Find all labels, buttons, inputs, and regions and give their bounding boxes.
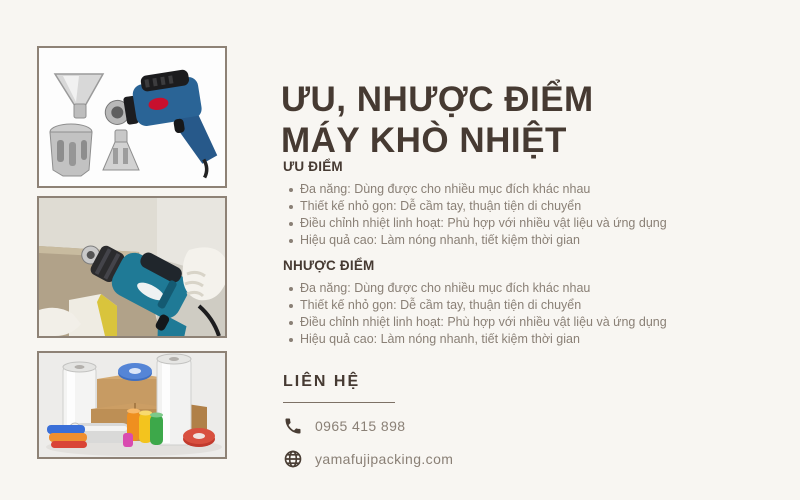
cons-list bbox=[283, 280, 773, 348]
photo-heat-gun-in-use bbox=[37, 196, 227, 338]
contact-section bbox=[283, 373, 453, 469]
section-cons bbox=[283, 258, 773, 348]
globe-icon bbox=[283, 449, 303, 469]
phone-icon bbox=[283, 416, 303, 436]
contact-website-row bbox=[283, 449, 453, 469]
cons-heading: NHƯỢC ĐIỂM bbox=[283, 258, 375, 273]
list-item: Đa năng: Dùng được cho nhiều mục đích khác nhau bbox=[283, 181, 773, 198]
contact-divider bbox=[283, 402, 395, 403]
contact-heading: LIÊN HỆ bbox=[283, 373, 361, 390]
list-item: Điều chỉnh nhiệt linh hoạt: Phù hợp với nhiều vật liệu và ứng dụng bbox=[283, 314, 773, 331]
page-title-line1: ƯU, NHƯỢC ĐIỂM bbox=[281, 80, 594, 120]
phone-number[interactable]: 0965 415 898 bbox=[315, 418, 406, 434]
photo-packing-materials bbox=[37, 351, 227, 459]
page-title-line2: MÁY KHÒ NHIỆT bbox=[281, 121, 567, 161]
list-item: Thiết kế nhỏ gọn: Dễ cầm tay, thuận tiện di chuyển bbox=[283, 198, 773, 215]
list-item: Hiệu quả cao: Làm nóng nhanh, tiết kiệm thời gian bbox=[283, 331, 773, 348]
heat-gun-kit-illustration bbox=[39, 48, 225, 186]
website-url[interactable]: yamafujipacking.com bbox=[315, 451, 454, 467]
pros-list bbox=[283, 181, 773, 249]
contact-phone-row bbox=[283, 416, 453, 436]
page-title bbox=[281, 79, 781, 161]
heat-gun-use-illustration bbox=[39, 198, 225, 336]
photo-heat-gun-kit bbox=[37, 46, 227, 188]
packing-materials-illustration bbox=[39, 353, 225, 457]
list-item: Đa năng: Dùng được cho nhiều mục đích khác nhau bbox=[283, 280, 773, 297]
list-item: Hiệu quả cao: Làm nóng nhanh, tiết kiệm thời gian bbox=[283, 232, 773, 249]
pros-heading: ƯU ĐIỂM bbox=[283, 159, 343, 174]
list-item: Thiết kế nhỏ gọn: Dễ cầm tay, thuận tiện di chuyển bbox=[283, 297, 773, 314]
list-item: Điều chỉnh nhiệt linh hoạt: Phù hợp với nhiều vật liệu và ứng dụng bbox=[283, 215, 773, 232]
section-pros bbox=[283, 159, 773, 249]
